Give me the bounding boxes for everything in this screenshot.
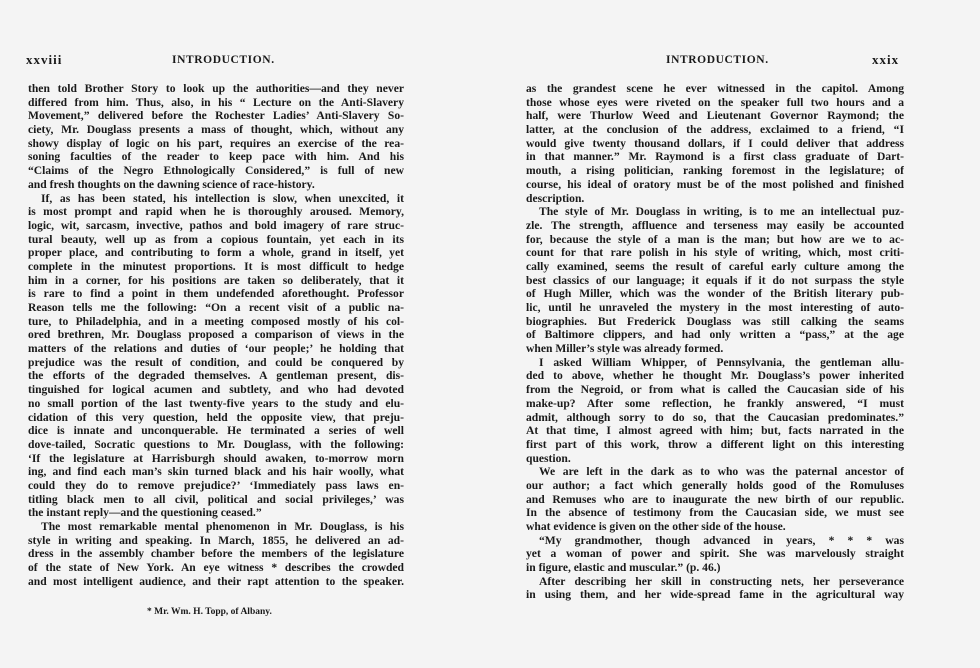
text-line: is most prompt and rapid when he is thoroughly aroused. Memory,: [28, 205, 404, 219]
text-line: those whose eyes were riveted on the speaker full two hours and a: [526, 95, 904, 109]
text-line: If, as has been stated, his intellection is slow, when unexcited, it: [41, 191, 404, 205]
text-line: titling black men to all civil, political and social privileges,’ was: [28, 492, 404, 506]
text-line: ture, to Philadelphia, and in a meeting composed mostly of his col-: [28, 314, 404, 328]
text-line: in figure, elastic and muscular.” (p. 46.): [526, 561, 721, 575]
text-line: for, because the style of a man is the man; but how are we to ac-: [526, 232, 904, 246]
text-line: and fresh thoughts on the dawning science of race-history.: [28, 177, 315, 191]
text-line: our author; a fact which generally holds good of the Romuluses: [526, 478, 904, 492]
footnote: * Mr. Wm. H. Topp, of Albany.: [147, 607, 272, 617]
text-line: proper place, and contributing to form a whole, grand in itself, yet: [28, 246, 404, 260]
text-line: matters of the relations and duties of ‘our people;’ he holding that: [28, 342, 404, 356]
text-line: ing, and find each man’s skin turned black and his hair woolly, what: [28, 465, 404, 479]
text-line: of Baltimore clippers, and had only written a “pass,” at the age: [526, 328, 904, 342]
text-line: cidation of this very question, held the opposite view, that preju-: [28, 410, 404, 424]
text-line: ded to above, whether he thought Mr. Douglass’s power inherited: [526, 369, 904, 383]
text-line: could they do to remove prejudice?’ ‘Immediately pass laws en-: [28, 478, 404, 492]
text-line: latter, at the conclusion of the address, exclaimed to a friend, “I: [526, 123, 904, 137]
text-line: of the state of New York. An eye witness * describes the crowded: [28, 561, 404, 575]
text-line: as the grandest scene he ever witnessed in the capitol. Among: [526, 82, 904, 95]
text-line: tinguished for logical acumen and subtlety, and who had devoted: [28, 383, 404, 397]
text-line: differed from him. Thus, also, in his “ Lecture on the Anti-Slavery: [28, 95, 404, 109]
text-line: half, were Thurlow Weed and Lieutenant Governor Raymond; the: [526, 109, 904, 123]
text-line: in that manner.” Mr. Raymond is a first class graduate of Dart-: [526, 150, 904, 164]
right-page: [490, 0, 980, 668]
text-line: count for that rare polish in his style of writing, which, most criti-: [526, 246, 904, 260]
text-line: prejudice was the result of condition, and could be conquered by: [28, 355, 404, 369]
text-line: make-up? After some reflection, he frankly answered, “I must: [526, 396, 904, 410]
text-line: dice is innate and unconquerable. He terminated a series of well: [28, 424, 404, 438]
text-line: At that time, I almost agreed with him; but, facts narrated in the: [526, 424, 904, 438]
text-line: “Claims of the Negro Ethnologically Considered,” is full of new: [28, 164, 404, 178]
text-line: what evidence is given on the other side of the house.: [526, 520, 786, 533]
running-head: INTRODUCTION.: [666, 54, 769, 66]
text-line: admit, although sorry to do so, that the Caucasian predominates.”: [526, 410, 904, 424]
text-line: yet a woman of power and spirit. She was marvelously straight: [526, 547, 904, 561]
text-line: cally examined, seems the result of careful early culture among the: [526, 259, 904, 273]
text-line: “My grandmother, though advanced in years, * * * was: [539, 533, 904, 547]
text-line: and most intelligent audience, and their rapt attention to the speaker.: [28, 574, 404, 588]
text-line: Reason tells me the following: “On a recent visit of a public na-: [28, 301, 404, 314]
text-line: biographies. But Frederick Douglass was still calking the seams: [526, 314, 904, 328]
running-head: INTRODUCTION.: [172, 54, 275, 66]
text-line: mouth, a rising politician, ranking foremost in the legislature; of: [526, 164, 904, 178]
text-line: tural beauty, well up as from a copious fountain, yet each in its: [28, 232, 404, 246]
text-line: best classics of our language; it equals if it do not surpass the style: [526, 273, 904, 287]
text-line: from the Negroid, or from what is called the Caucasian side of his: [526, 383, 904, 397]
text-line: After describing her skill in constructing nets, her perseverance: [539, 574, 904, 588]
text-line: and Remuses who are to inaugurate the new birth of our republic.: [526, 492, 904, 506]
text-line: I asked William Whipper, of Pennsylvania, the gentleman allu-: [539, 355, 904, 369]
text-line: Movement,” delivered before the Rochester Ladies’ Anti-Slavery So-: [28, 109, 404, 123]
text-line: the instant reply—and the questioning ceased.”: [28, 506, 262, 520]
text-line: The most remarkable mental phenomenon in Mr. Douglass, is his: [41, 520, 404, 533]
text-line: would give twenty thousand dollars, if I could deliver that address: [526, 136, 904, 150]
text-line: ored brethren, Mr. Douglass proposed a comparison of views in the: [28, 328, 404, 342]
text-line: logic, wit, sarcasm, invective, pathos and bold imagery of rare struc-: [28, 218, 404, 232]
text-line: question.: [526, 451, 571, 465]
text-line: then told Brother Story to look up the authorities—and they never: [28, 82, 404, 95]
text-line: him in a corner, for his positions are taken so deliberately, that it: [28, 273, 404, 287]
body-text: [526, 82, 904, 602]
text-line: course, his ideal of oratory must be of the most polished and finished: [526, 177, 904, 191]
body-text: [28, 82, 404, 588]
text-line: zle. The strength, affluence and terseness may easily be accounted: [526, 218, 904, 232]
text-line: when Miller’s style was already formed.: [526, 342, 724, 356]
text-line: the efforts of the degraded themselves. A gentleman present, dis-: [28, 369, 404, 383]
page-number: xxviii: [26, 52, 63, 67]
text-line: dove-tailed, Socratic questions to Mr. Douglass, with the following:: [28, 437, 404, 451]
text-line: soning faculties of the reader to keep pace with him. And his: [28, 150, 404, 164]
text-line: The style of Mr. Douglass in writing, is to me an intellectual puz-: [539, 205, 904, 219]
text-line: ciety, Mr. Douglass presents a mass of thought, which, without any: [28, 123, 404, 137]
text-line: description.: [526, 191, 585, 205]
text-line: is rare to find a point in them undefended aforethought. Professor: [28, 287, 404, 301]
text-line: We are left in the dark as to who was the paternal ancestor of: [539, 465, 904, 479]
text-line: no small portion of the last twenty-five years to the study and elu-: [28, 396, 404, 410]
text-line: lic, until he unraveled the mystery in the most interesting of auto-: [526, 301, 904, 314]
text-line: showy display of logic on his part, requires an exercise of the rea-: [28, 136, 404, 150]
text-line: complete in the minutest proportions. It is most difficult to hedge: [28, 259, 404, 273]
text-line: of Hugh Miller, which was the wonder of the British literary pub-: [526, 287, 904, 301]
text-line: in using them, and her wide-spread fame in the agricultural way: [526, 588, 904, 602]
text-line: style in writing and speaking. In March, 1855, he delivered an ad-: [28, 533, 404, 547]
text-line: ‘If the legislature at Harrisburgh should awaken, to-morrow morn: [28, 451, 404, 465]
text-line: first part of this work, throw a different light on this interesting: [526, 437, 904, 451]
text-line: dress in the assembly chamber before the members of the legislature: [28, 547, 404, 561]
text-line: In the absence of testimony from the Caucasian side, we must see: [526, 506, 904, 520]
page-number: xxix: [872, 52, 900, 67]
